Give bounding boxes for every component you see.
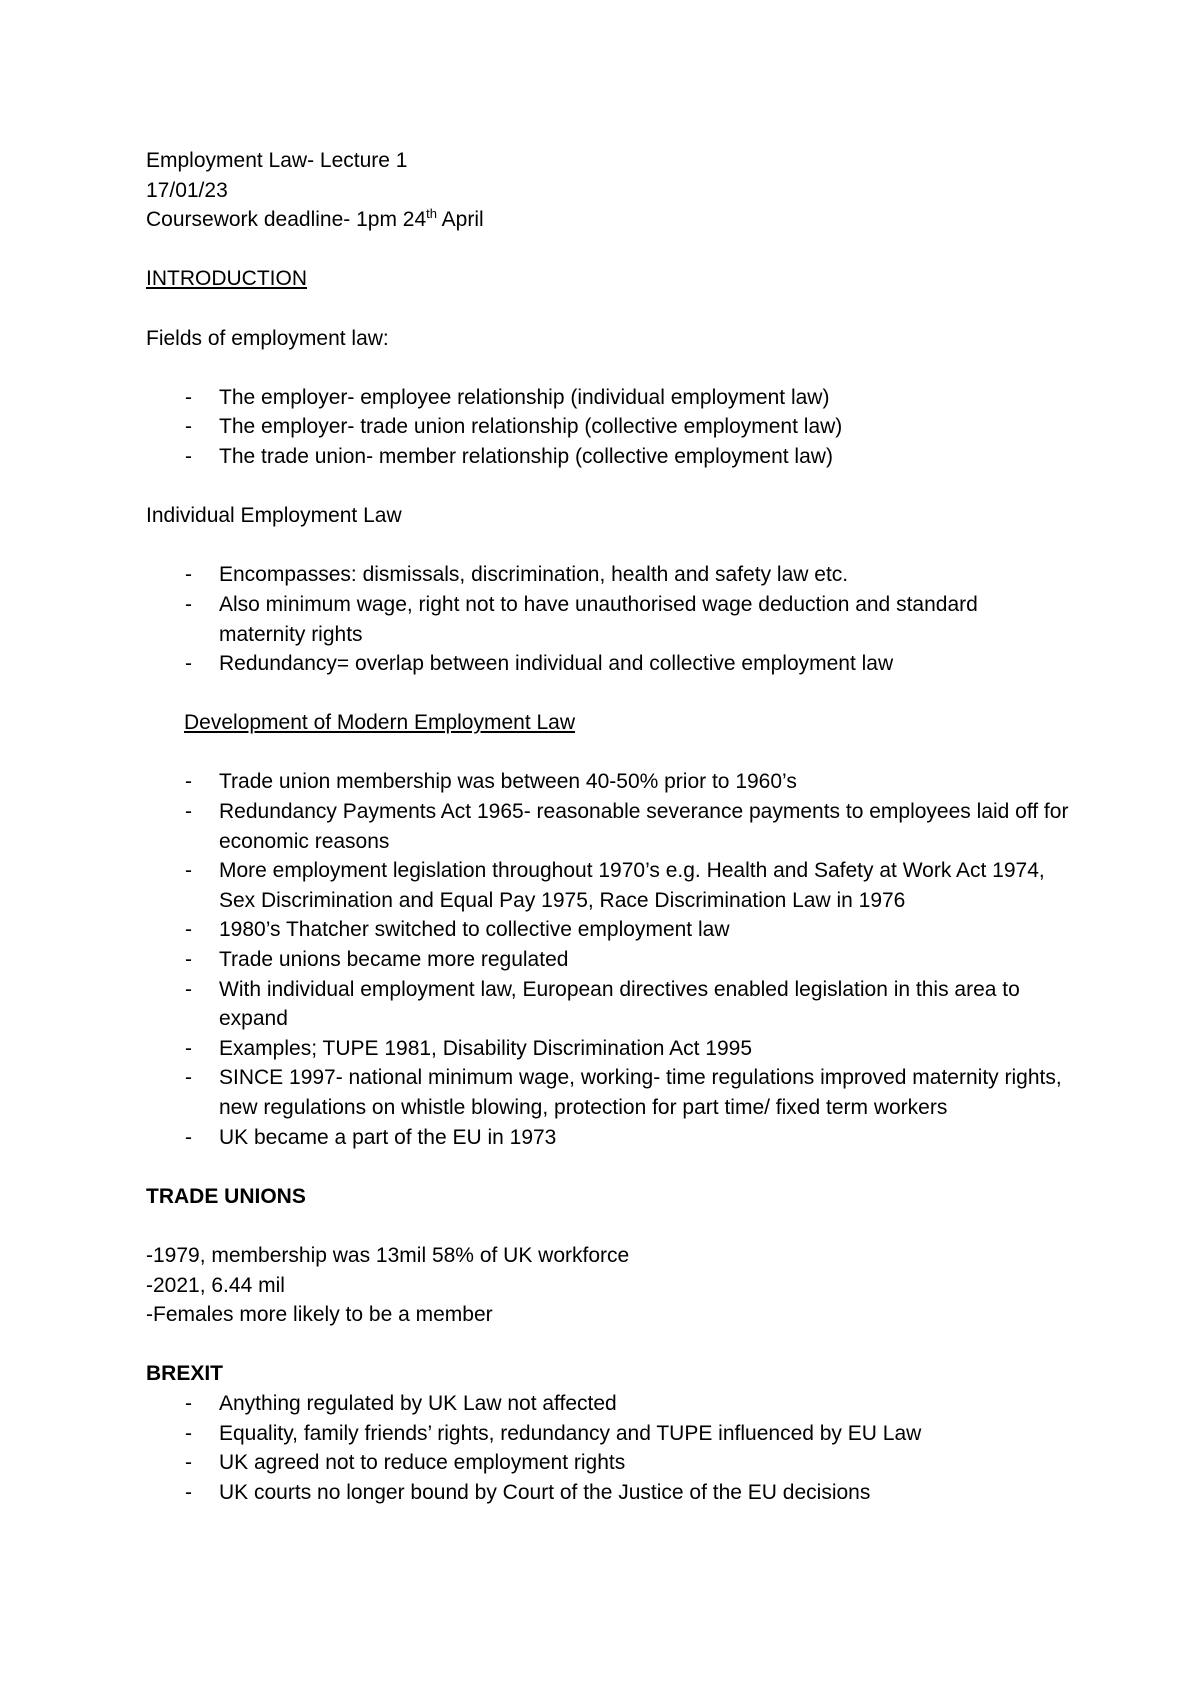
list-item: - Trade union membership was between 40-50% prior to 1960’s [185,770,797,794]
trade-union-line: -1979, membership was 13mil 58% of UK workforce [146,1243,630,1267]
trade-union-line: -2021, 6.44 mil [146,1273,285,1297]
fields-list [146,383,1066,472]
document-title: Employment Law- Lecture 1 [146,149,408,172]
list-item: - 1980’s Thatcher switched to collective employment law [185,918,730,942]
list-item: - Anything regulated by UK Law not affected [185,1391,617,1415]
list-item: - Redundancy= overlap between individual and collective employment law [185,652,894,676]
list-item: - Equality, family friends’ rights, redundancy and TUPE influenced by EU Law [185,1421,922,1445]
individual-list [146,560,1066,678]
list-item: - Redundancy Payments Act 1965- reasonable severance payments to employees laid off for economic reasons [185,800,1069,853]
list-item: - Trade unions became more regulated [185,948,569,972]
development-heading: Development of Modern Employment Law [184,711,576,735]
list-item: - Examples; TUPE 1981, Disability Discrimination Act 1995 [185,1036,753,1060]
development-list [146,767,1069,1152]
list-item: - With individual employment law, European directives enabled legislation in this area to expand [185,977,1020,1031]
list-item: - Encompasses: dismissals, discrimination, health and safety law etc. [185,563,849,587]
list-item: - Also minimum wage, right not to have unauthorised wage deduction and standard maternity rights [185,592,978,646]
list-item: - The employer- trade union relationship (collective employment law) [185,415,843,439]
list-item: - SINCE 1997- national minimum wage, working- time regulations improved maternity rights, new regulations on whistle blowing, protection for part time/ fixed term workers [185,1066,1062,1119]
list-item: - The trade union- member relationship (collective employment law) [185,444,833,468]
coursework-deadline [146,205,1066,235]
list-item: - UK became a part of the EU in 1973 [185,1125,557,1149]
trade-union-line: -Females more likely to be a member [146,1303,493,1327]
list-item: - The employer- employee relationship (individual employment law) [185,385,830,409]
list-item: - More employment legislation throughout 1970’s e.g. Health and Safety at Work Act 1974, Sex Discrimination and Equal Pay 1975, Race Discrimination Law in 1976 [185,859,1045,912]
individual-heading: Individual Employment Law [146,504,402,528]
brexit-heading: BREXIT [146,1362,224,1386]
trade-unions-heading: TRADE UNIONS [146,1184,306,1208]
brexit-list [146,1389,1066,1507]
list-item: - UK agreed not to reduce employment rights [185,1451,626,1475]
deadline-month: April [437,208,484,232]
deadline-text: Coursework deadline- 1pm 24 [146,208,427,232]
fields-label: Fields of employment law: [146,326,389,350]
deadline-ordinal: th [426,206,437,222]
list-item: - UK courts no longer bound by Court of the Justice of the EU decisions [185,1480,871,1504]
lecture-date: 17/01/23 [146,178,228,202]
introduction-heading: INTRODUCTION [146,267,307,291]
document-body [146,146,1069,1507]
